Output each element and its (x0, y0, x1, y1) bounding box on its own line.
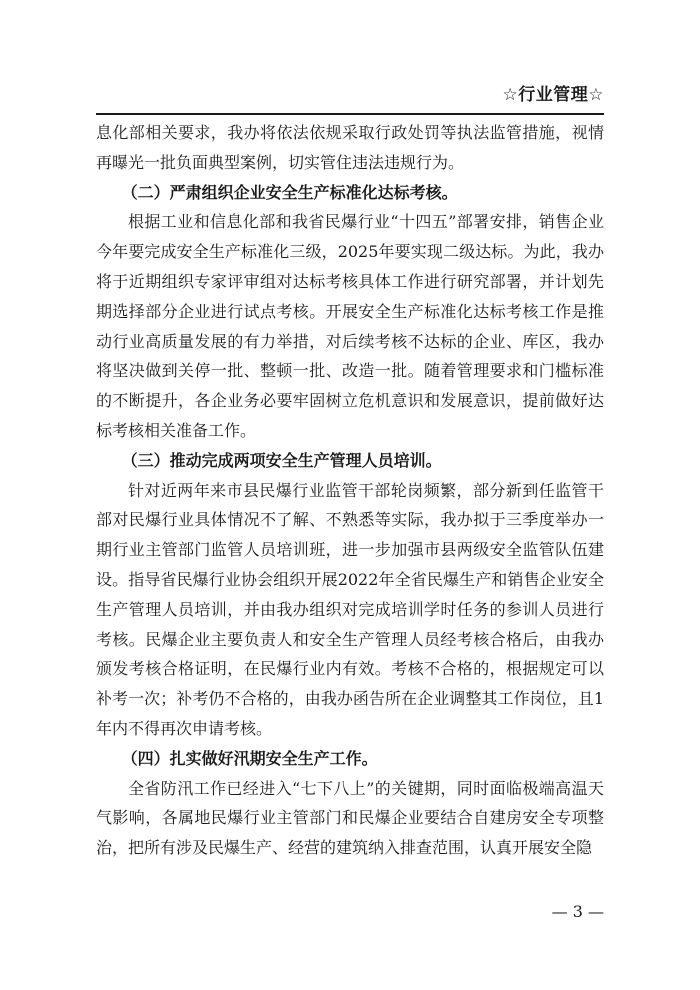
section-2-heading: （二）严肃组织企业安全生产标准化达标考核。 (121, 182, 458, 202)
section-2-paragraph: 根据工业和信息化部和我省民爆行业“十四五”部署安排，销售企业今年要完成安全生产标准化三级，2025年要实现二级达标。为此，我办将于近期组织专家评审组对达标考核具体工作进行研究部署，并计划先期选择部分企业进行试点考核。开展安全生产标准化达标考核工作是推动行业高质量发展的有力举措，对后续考核不达标的企业、库区，我办将坚决做到关停一批、整顿一批、改造一批。随着管理要求和门槛标准的不断提升，各企业务必要牢固树立危机意识和发展意识，提前做好达标考核相关准备工作。 (96, 212, 604, 440)
section-3-heading: （三）推动完成两项安全生产管理人员培训。 (121, 450, 442, 470)
section-4-heading: （四）扎实做好汛期安全生产工作。 (121, 748, 378, 768)
continuation-paragraph: 息化部相关要求，我办将依法依规采取行政处罚等执法监管措施，视情再曝光一批负面典型案例，切实管住违法违规行为。 (96, 123, 604, 172)
header-divider (96, 113, 604, 115)
section-4-paragraph: 全省防汛工作已经进入“七下八上”的关键期，同时面临极端高温天气影响，各属地民爆行业主管部门和民爆企业要结合自建房安全专项整治，把所有涉及民爆生产、经营的建筑纳入排查范围，认真开展安全隐 (96, 778, 604, 858)
page-number: — 3 — (551, 902, 604, 921)
page-header-title: ☆行业管理☆ (502, 85, 604, 105)
document-body (96, 118, 604, 863)
section-3-paragraph: 针对近两年来市县民爆行业监管干部轮岗频繁，部分新到任监管干部对民爆行业具体情况不了解、不熟悉等实际，我办拟于三季度举办一期行业主管部门监管人员培训班，进一步加强市县两级安全监管队伍建设。指导省民爆行业协会组织开展2022年全省民爆生产和销售企业安全生产管理人员培训，并由我办组织对完成培训学时任务的参训人员进行考核。民爆企业主要负责人和安全生产管理人员经考核合格后，由我办颁发考核合格证明，在民爆行业内有效。考核不合格的，根据规定可以补考一次；补考仍不合格的，由我办函告所在企业调整其工作岗位，且1年内不得再次申请考核。 (96, 480, 604, 738)
